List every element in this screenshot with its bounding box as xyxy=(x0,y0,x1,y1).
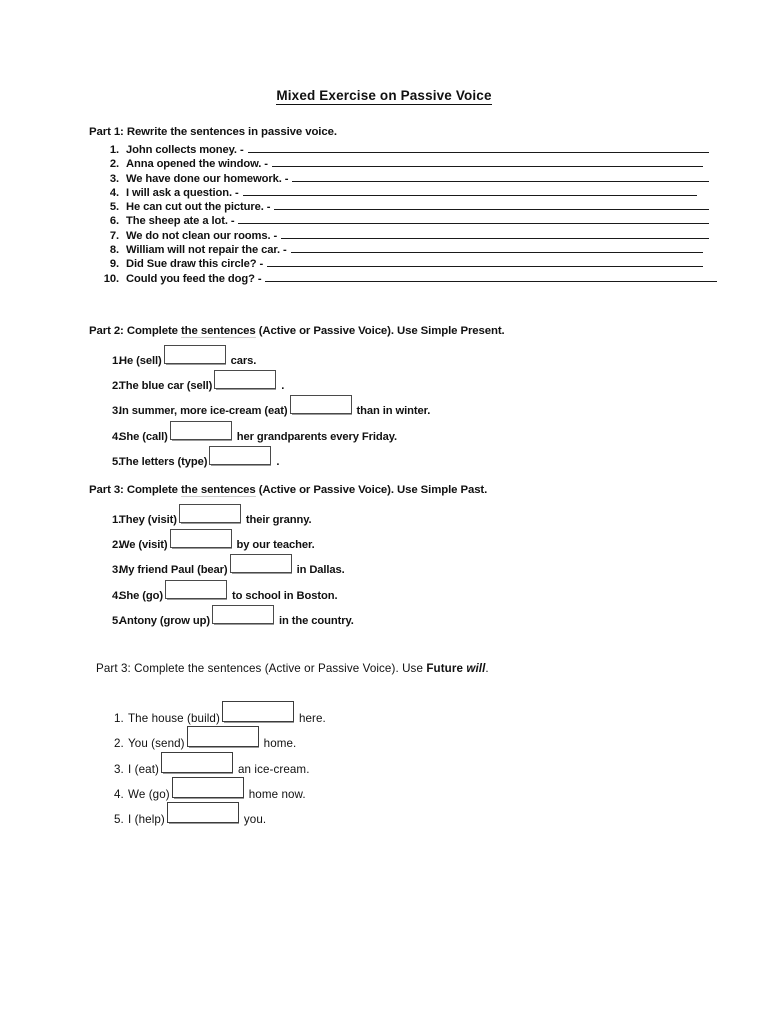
item-prompt-before: My friend Paul (bear) xyxy=(119,564,228,577)
part-3-heading xyxy=(89,484,709,496)
item-sentence: We do not clean our rooms. - xyxy=(126,229,278,242)
answer-blank-rule[interactable] xyxy=(238,223,709,224)
list-item xyxy=(89,421,709,446)
item-prompt-before: We (visit) xyxy=(119,539,168,552)
section-part-2 xyxy=(89,325,709,471)
section-part-3 xyxy=(89,484,709,630)
item-number: 3. xyxy=(112,405,122,418)
item-prompt-after: their granny. xyxy=(245,514,312,526)
answer-blank-rule[interactable] xyxy=(292,181,709,182)
part-4-heading-a: Part 3: Complete the sentences (Active or Passive Voice). Use xyxy=(96,662,427,675)
item-prompt-after: cars. xyxy=(230,355,257,367)
part-4-heading-bold: Future xyxy=(426,662,467,675)
item-number: 2. xyxy=(109,158,119,171)
list-item xyxy=(96,802,716,827)
list-item xyxy=(89,395,709,420)
item-prompt-after: than in winter. xyxy=(356,405,431,418)
answer-blank-rule[interactable] xyxy=(267,266,703,267)
list-item xyxy=(89,158,709,172)
item-prompt-before: He (sell) xyxy=(119,355,162,367)
list-item xyxy=(89,215,709,229)
item-number: 1. xyxy=(109,144,119,156)
list-item xyxy=(89,580,709,605)
list-item xyxy=(89,345,709,370)
answer-blank-rule[interactable] xyxy=(274,209,709,210)
item-prompt-before: The house (build) xyxy=(128,712,220,725)
answer-input-box[interactable] xyxy=(170,529,232,548)
answer-blank-rule[interactable] xyxy=(272,166,703,167)
item-sentence: Anna opened the window. - xyxy=(126,158,268,171)
answer-blank-rule[interactable] xyxy=(291,252,703,253)
answer-input-box[interactable] xyxy=(164,345,226,364)
part-4-heading xyxy=(96,662,716,675)
list-item xyxy=(89,258,709,272)
list-item xyxy=(89,244,709,258)
item-prompt-before: The letters (type) xyxy=(119,455,208,468)
list-item xyxy=(89,201,709,215)
item-number: 3. xyxy=(112,564,122,577)
part-2-heading xyxy=(89,325,709,337)
item-number: 3. xyxy=(109,172,119,185)
item-number: 1. xyxy=(112,514,122,526)
item-prompt-before: You (send) xyxy=(128,737,185,751)
part-3-heading-a: Part 3: Complete xyxy=(89,484,181,496)
item-prompt-after: here. xyxy=(298,712,326,725)
item-number: 2. xyxy=(114,737,124,751)
item-number: 10. xyxy=(103,272,119,285)
item-number: 1. xyxy=(114,712,124,725)
item-sentence: John collects money. - xyxy=(126,144,244,156)
list-item xyxy=(89,529,709,554)
item-prompt-after: . xyxy=(281,380,285,393)
list-item xyxy=(89,187,709,201)
item-prompt-after: home now. xyxy=(248,787,306,801)
item-prompt-after: home. xyxy=(263,737,297,751)
item-sentence: Could you feed the dog? - xyxy=(126,272,262,285)
part-2-heading-b: (Active or Passive Voice). Use Simple Present. xyxy=(255,325,505,337)
item-prompt-after: an ice-cream. xyxy=(237,762,310,776)
section-part-1 xyxy=(89,126,709,287)
item-prompt-before: They (visit) xyxy=(119,514,177,526)
answer-input-box[interactable] xyxy=(290,395,352,414)
part-3-heading-underlined: the sentences xyxy=(180,484,256,496)
answer-blank-rule[interactable] xyxy=(248,152,709,153)
list-item xyxy=(89,554,709,579)
list-item xyxy=(89,504,709,529)
item-sentence: He can cut out the picture. - xyxy=(126,201,271,214)
list-item xyxy=(89,144,709,158)
answer-input-box[interactable] xyxy=(212,605,274,624)
part-1-heading: Part 1: Rewrite the sentences in passive voice. xyxy=(89,126,337,138)
item-prompt-after: you. xyxy=(243,813,267,827)
item-prompt-after: in Dallas. xyxy=(296,564,345,577)
page-title xyxy=(0,88,768,103)
item-sentence: We have done our homework. - xyxy=(126,172,289,185)
item-number: 6. xyxy=(109,215,119,228)
part-4-list xyxy=(96,701,716,827)
item-number: 4. xyxy=(112,430,122,443)
item-number: 3. xyxy=(114,762,124,776)
item-prompt-after: to school in Boston. xyxy=(231,589,338,602)
item-sentence: Did Sue draw this circle? - xyxy=(126,258,264,271)
answer-input-box[interactable] xyxy=(230,554,292,573)
item-prompt-before: In summer, more ice-cream (eat) xyxy=(119,405,288,418)
part-3-heading-b: (Active or Passive Voice). Use Simple Past. xyxy=(255,484,488,496)
answer-input-box[interactable] xyxy=(187,726,259,747)
list-item xyxy=(89,446,709,471)
item-number: 2. xyxy=(112,380,122,393)
item-number: 5. xyxy=(112,614,122,627)
answer-blank-rule[interactable] xyxy=(243,195,697,196)
item-prompt-after: . xyxy=(276,455,280,468)
item-prompt-after: by our teacher. xyxy=(236,539,315,552)
list-item xyxy=(89,370,709,395)
item-prompt-before: She (call) xyxy=(119,430,168,443)
answer-blank-rule[interactable] xyxy=(281,238,709,239)
answer-input-box[interactable] xyxy=(165,580,227,599)
answer-input-box[interactable] xyxy=(214,370,276,389)
item-prompt-before: Antony (grow up) xyxy=(119,614,210,627)
part-1-list xyxy=(89,144,709,287)
part-3-list xyxy=(89,504,709,630)
answer-input-box[interactable] xyxy=(179,504,241,523)
item-prompt-before: The blue car (sell) xyxy=(119,380,213,393)
answer-input-box[interactable] xyxy=(172,777,244,798)
item-prompt-after: her grandparents every Friday. xyxy=(236,430,398,443)
part-4-heading-end: . xyxy=(485,662,489,675)
item-number: 7. xyxy=(109,229,119,242)
list-item xyxy=(89,173,709,187)
item-prompt-before: We (go) xyxy=(128,787,170,801)
list-item xyxy=(89,273,709,287)
list-item xyxy=(96,752,716,777)
list-item xyxy=(89,230,709,244)
item-number: 4. xyxy=(114,787,124,801)
answer-input-box[interactable] xyxy=(167,802,239,823)
section-part-4-future-will xyxy=(96,662,716,827)
item-prompt-before: She (go) xyxy=(119,589,163,602)
answer-blank-rule[interactable] xyxy=(265,281,717,282)
answer-input-box[interactable] xyxy=(161,752,233,773)
item-number: 5. xyxy=(109,201,119,214)
list-item xyxy=(89,605,709,630)
part-2-list xyxy=(89,345,709,471)
item-prompt-before: I (eat) xyxy=(128,762,159,776)
item-number: 8. xyxy=(109,244,119,257)
item-number: 1. xyxy=(112,355,122,367)
item-number: 9. xyxy=(109,258,119,271)
item-prompt-before: I (help) xyxy=(128,813,165,827)
item-sentence: I will ask a question. - xyxy=(126,186,239,199)
item-number: 5. xyxy=(112,455,122,468)
page-title-text: Mixed Exercise on Passive Voice xyxy=(276,88,492,103)
item-sentence: The sheep ate a lot. - xyxy=(126,215,235,228)
item-number: 4. xyxy=(112,589,122,602)
answer-input-box[interactable] xyxy=(170,421,232,440)
part-4-heading-bold-italic: will xyxy=(466,662,486,675)
list-item xyxy=(96,726,716,751)
list-item xyxy=(96,777,716,802)
item-number: 4. xyxy=(109,186,119,199)
part-2-heading-a: Part 2: Complete xyxy=(89,325,181,337)
list-item xyxy=(96,701,716,726)
item-sentence: William will not repair the car. - xyxy=(126,244,287,257)
item-prompt-after: in the country. xyxy=(279,614,354,627)
item-number: 5. xyxy=(114,813,124,827)
part-2-heading-underlined: the sentences xyxy=(180,325,256,337)
answer-input-box[interactable] xyxy=(222,701,294,722)
answer-input-box[interactable] xyxy=(209,446,271,465)
item-number: 2. xyxy=(112,539,122,552)
